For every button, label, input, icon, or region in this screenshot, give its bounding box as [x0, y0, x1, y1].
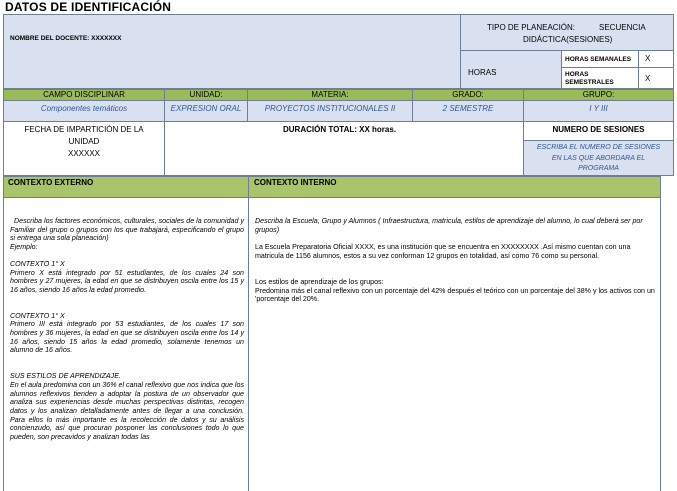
horas-semanales-label: HORAS SEMANALES: [565, 56, 632, 63]
fecha-cell: [3, 121, 165, 176]
tipo-planeacion-value-2: DIDÁCTICA(SESIONES): [523, 35, 613, 44]
fecha-label-1: FECHA DE IMPARTICIÓN DE LA: [24, 125, 144, 134]
value-grado-text: 2 SEMESTRE: [442, 104, 494, 113]
sesiones-label: NUMERO DE SESIONES: [552, 125, 645, 134]
contexto-interno-p1: La Escuela Preparatoria Oficial XXXX, es una institución que se encuentra en XXXXXXXX .Así mismo cuentan con una matricula de 1156 alumnos, estos a su vez conforman 12 grupos en totalidad, así como 76 como su personal.: [255, 243, 631, 261]
header-campo-text: CAMPO DISCIPLINAR: [43, 90, 125, 99]
contexto-interno-body: [248, 197, 661, 491]
value-unidad: [164, 100, 248, 122]
estilos-text: En el aula predomina con un 36% el canal reflexivo que nos indica que los alumnos reflexivos tienden a adoptar la postura de un observador que analiza sus experiencias desde muchas perspectivas distintas, recogen datos y los analizan detalladamente antes de llegar a una conclusión. Para ellos lo más importante es la recolección de datos y su análisis concienzudo, así que procuran posponer las conclusiones todo lo que pueden, son precavidos y analizan todas las: [10, 380, 244, 442]
contexto-interno-header-text: CONTEXTO INTERNO: [254, 178, 337, 187]
header-grupo-text: GRUPO:: [582, 90, 615, 99]
header-materia-text: MATERIA:: [311, 90, 349, 99]
horas-semestrales-label-1: HORAS: [565, 71, 589, 78]
horas-cell: [460, 50, 562, 89]
docente-cell: [3, 14, 461, 89]
tipo-planeacion-value-1: SECUENCIA: [599, 23, 646, 32]
value-grado: [412, 100, 524, 122]
contexto-2-text: Primero III está integrado por 53 estudiantes, de los cuales 17 son hombres y 36 mujeres, la edad en que se distribuyen oscila entre los 14 y 16 años, siendo 15 años la edad promedio, solamente tenemos un alumno de 16 años.: [10, 320, 244, 355]
value-grupo: [523, 100, 674, 122]
horas-semestrales-cell: [561, 67, 639, 89]
horas-semanales-value-cell: [638, 50, 674, 68]
sesiones-hint-2: EN LAS QUE ABORDARA EL: [551, 154, 646, 162]
fecha-label-2: UNIDAD: [68, 137, 100, 146]
value-materia-text: PROYECTOS INSTITUCIONALES II: [264, 104, 396, 113]
contexto-interno-p3: Predomina más el canal reflexivo con un porcentaje del 42% después el teórico con un porcentaje del 38% y los activos con un 'porcentaje del 20%.: [255, 286, 655, 304]
estilos-title: SUS ESTILOS DE APRENDIZAJE.: [10, 372, 121, 381]
contexto-interno-header: [248, 176, 661, 198]
horas-semanales-value: X: [645, 54, 651, 63]
value-campo: [3, 100, 165, 122]
sesiones-hint-1: ESCRIBA EL NUMERO DE SESIONES: [536, 144, 661, 151]
horas-semestrales-label-2: SEMESTRALES: [565, 79, 614, 86]
page-title: DATOS DE IDENTIFICACIÓN: [5, 0, 172, 14]
contexto-externo-header-text: CONTEXTO EXTERNO: [8, 178, 94, 187]
duracion-label: DURACIÓN TOTAL: XX horas.: [283, 125, 397, 134]
tipo-planeacion-label: TIPO DE PLANEACIÓN:: [487, 23, 576, 32]
value-materia: [247, 100, 413, 122]
sesiones-hint-cell: [523, 140, 674, 176]
contexto-2-title: CONTEXTO 1° X: [10, 311, 65, 320]
sesiones-label-cell: [523, 121, 674, 141]
value-campo-text: Componentes temáticos: [40, 104, 128, 113]
horas-semanales-cell: [561, 50, 639, 68]
docente-label: NOMBRE DEL DOCENTE: XXXXXXX: [10, 35, 122, 42]
contexto-1-title: CONTEXTO 1° X: [10, 259, 65, 268]
contexto-externo-body: [3, 197, 249, 491]
value-grupo-text: I Y III: [589, 104, 608, 113]
contexto-externo-header: [3, 176, 249, 198]
sesiones-hint-3: PROGRAMA: [578, 165, 619, 172]
horas-semestrales-value-cell: [638, 67, 674, 89]
contexto-externo-ejemplo: Ejemplo:: [10, 243, 38, 252]
value-unidad-text: EXPRESION ORAL: [170, 104, 242, 113]
header-grado-text: GRADO:: [452, 90, 484, 99]
tipo-planeacion-cell: [460, 14, 674, 51]
header-unidad-text: UNIDAD:: [189, 90, 223, 99]
contexto-1-text: Primero X está integrado por 51 estudiantes, de los cuales 24 son hombres y 27 mujeres, la edad en que se distribuyen oscila entre los 15 y 16 años, siendo 16 años la edad promedio.: [10, 268, 244, 294]
contexto-externo-content: [10, 217, 244, 442]
fecha-value: XXXXXX: [67, 149, 100, 158]
horas-semestrales-value: X: [645, 74, 651, 83]
contexto-externo-intro: Describa los factores económicos, culturales, sociales de la comunidad y Familiar del grupo o grupos con los que trabajará, especificando el grupo si entrega una sola planeación): [10, 217, 244, 243]
duracion-cell: [164, 121, 524, 176]
contexto-interno-intro: Describa la Escuela, Grupo y Alumnos ( Infraestructura, matricula, estilos de aprendizaje del alumno, lo cual deberá ser por grupos): [255, 217, 643, 234]
contexto-interno-content: [255, 217, 655, 304]
contexto-interno-p2: Los estilos de aprendizaje de los grupos:: [255, 277, 384, 286]
horas-label: HORAS: [468, 68, 497, 77]
